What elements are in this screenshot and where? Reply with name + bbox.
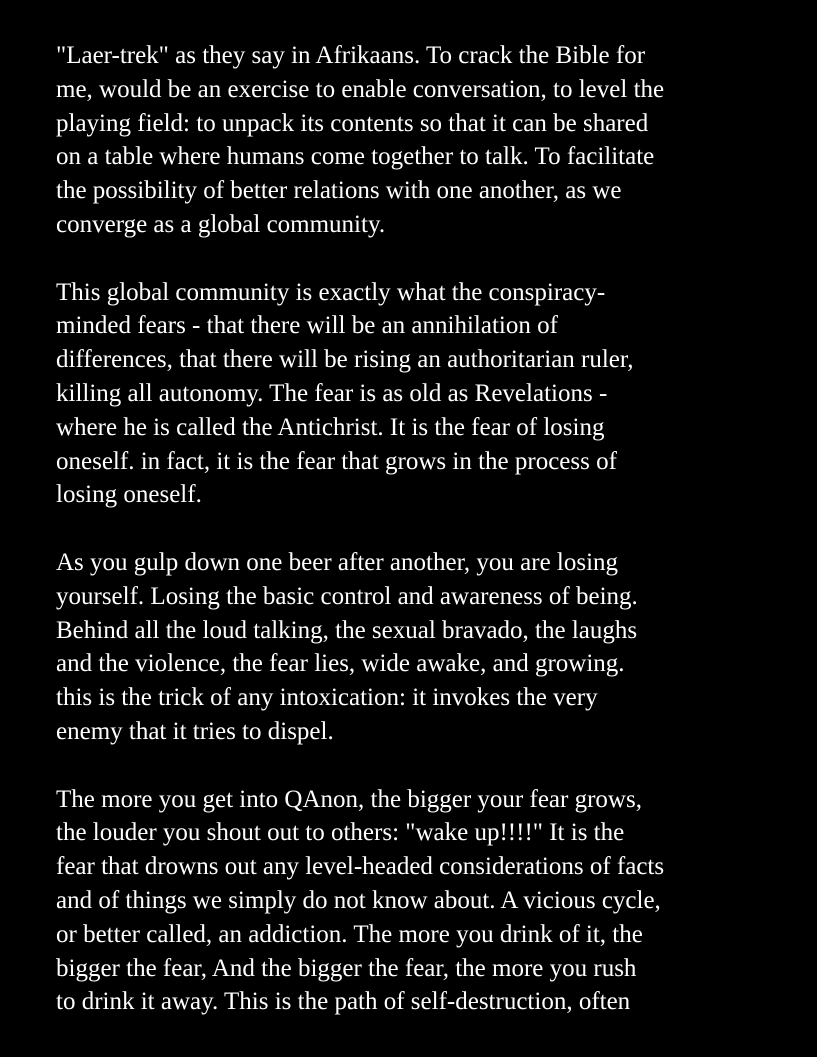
text-line: "Laer-trek" as they say in Afrikaans. To crack the Bible for: [56, 42, 646, 69]
text-line: losing oneself.: [56, 481, 202, 509]
text-line: the possibility of better relations with one another, as we: [56, 177, 622, 205]
paragraph: [56, 546, 796, 749]
text-line: This global community is exactly what the conspiracy-: [56, 278, 606, 306]
text-line: minded fears - that there will be an annihilation of: [56, 312, 558, 340]
text-line: and the violence, the fear lies, wide awake, and growing.: [56, 650, 625, 678]
text-line: oneself. in fact, it is the fear that grows in the process of: [56, 447, 617, 475]
paragraph: [56, 783, 796, 1020]
text-line: fear that drowns out any level-headed considerations of facts: [56, 853, 665, 881]
text-line: enemy that it tries to dispel.: [56, 717, 334, 745]
text-line: differences, that there will be rising an authoritarian ruler,: [56, 346, 634, 374]
paragraph-gap: [56, 749, 796, 783]
text-line: me, would be an exercise to enable conversation, to level the: [56, 75, 665, 103]
text-line: As you gulp down one beer after another, you are losing: [56, 548, 619, 576]
text-line: converge as a global community.: [56, 210, 386, 238]
text-line: bigger the fear, And the bigger the fear, the more you rush: [56, 954, 637, 982]
text-line: playing field: to unpack its contents so that it can be shared: [56, 109, 649, 137]
paragraph: [56, 39, 796, 242]
text-line: yourself. Losing the basic control and awareness of being.: [56, 582, 638, 610]
text-line: The more you get into QAnon, the bigger your fear grows,: [56, 785, 642, 813]
text-line: the louder you shout out to others: "wake up!!!!" It is the: [56, 819, 625, 847]
paragraph: [56, 276, 796, 513]
paragraph-gap: [56, 242, 796, 276]
paragraph-gap: [56, 512, 796, 546]
text-line: or better called, an addiction. The more you drink of it, the: [56, 920, 643, 948]
text-line: this is the trick of any intoxication: it invokes the very: [56, 684, 598, 712]
text-line: on a table where humans come together to talk. To facilitate: [56, 143, 655, 171]
text-line: and of things we simply do not know about. A vicious cycle,: [56, 886, 661, 914]
text-line: Behind all the loud talking, the sexual bravado, the laughs: [56, 616, 638, 644]
text-line: where he is called the Antichrist. It is the fear of losing: [56, 413, 605, 441]
text-line: to drink it away. This is the path of self-destruction, often: [56, 988, 631, 1016]
document-body: [56, 39, 796, 1019]
text-line: killing all autonomy. The fear is as old as Revelations -: [56, 379, 608, 407]
